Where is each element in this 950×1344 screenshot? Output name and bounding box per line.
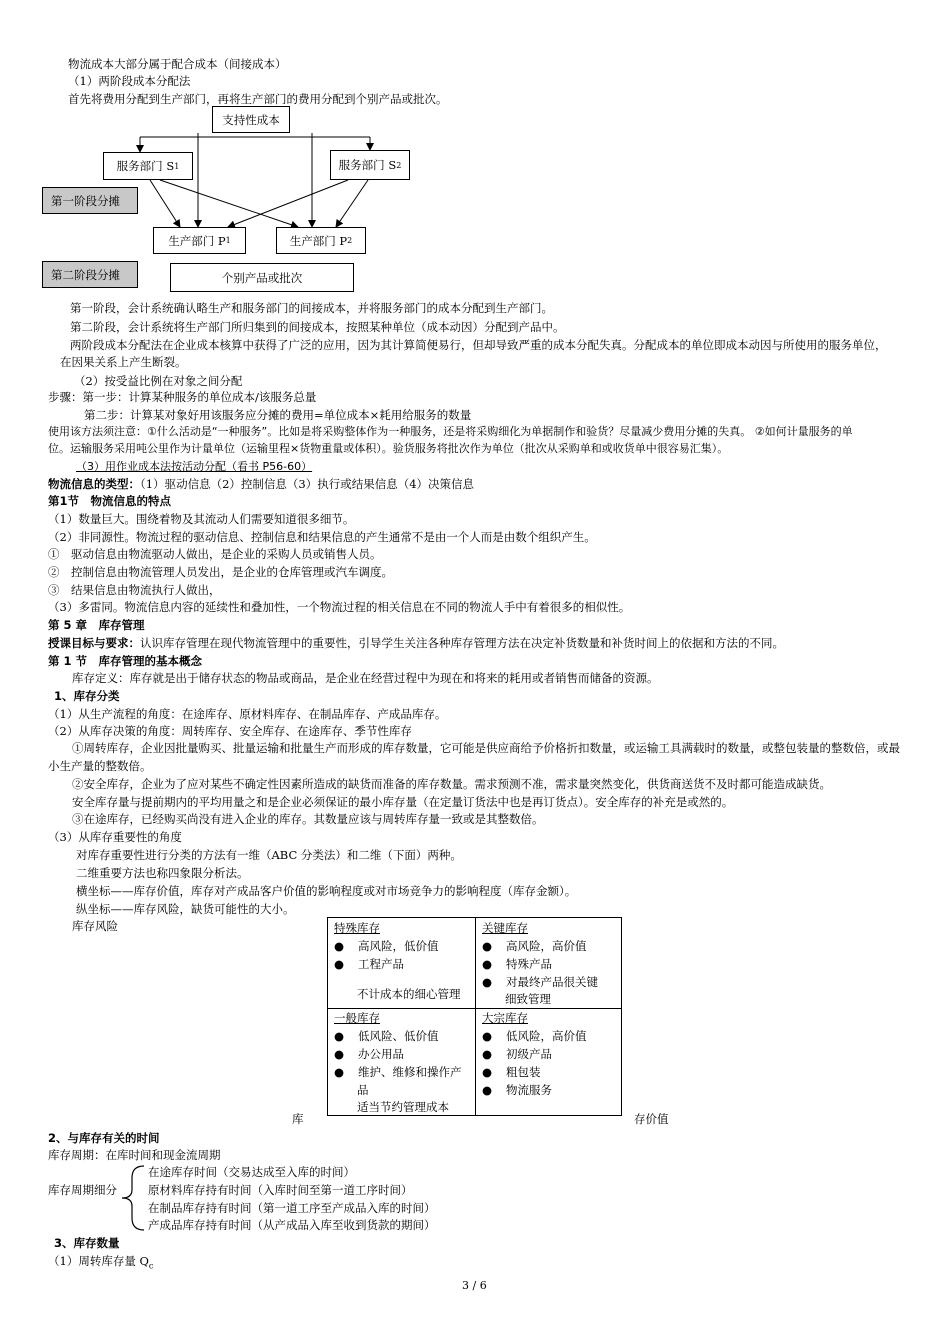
service-dept-s1-box: 服务部门 S 1 [103, 152, 193, 180]
section-basic-concepts: 第 1 节 库存管理的基本概念 [48, 654, 203, 668]
feature-2-item-2: ② 控制信息由物流管理人员发出，是企业的仓库管理或汽车调度。 [48, 565, 393, 579]
quadrant-key-item: ● 对最终产品很关键 [482, 975, 599, 989]
step-1: 步骤：第一步：计算某种服务的单位成本/该服务总量 [48, 390, 317, 404]
quadrant-general-item: ● 办公用品 [334, 1047, 405, 1061]
classification-3: （3）从库存重要性的角度 [48, 830, 182, 844]
in-transit-inventory: ③在途库存，已经购买尚没有进入企业的库存。其数量应该与周转库存量一致或是其整数倍。 [72, 812, 544, 826]
cycle-item-finished: 产成品库存持有时间（从产成品入库至收到货款的期间） [148, 1218, 436, 1232]
step-2: 第二步：计算某对象好用该服务应分摊的费用=单位成本×耗用给服务的数量 [84, 408, 472, 422]
cost-allocation-diagram [0, 0, 950, 300]
cycle-item-raw-material: 原材料库存持有时间（入库时间至第一道工序时间） [148, 1183, 413, 1197]
quadrant-bulk-item: ● 初级产品 [482, 1047, 553, 1061]
matrix-y-label: 库存风险 [72, 919, 118, 933]
safety-inventory-note: 安全库存量与提前期内的平均用量之和是企业必须保证的最小库存量（在定量订货法中也是再订货点）。安全库存的补充是或然的。 [72, 795, 734, 809]
quadrant-special-title: 特殊库存 [334, 921, 380, 935]
quadrant-key-item: ● 特殊产品 [482, 957, 553, 971]
arrow-s1-p1 [150, 180, 180, 227]
production-dept-p2-box: 生产部门 P 2 [276, 227, 366, 254]
heading-inventory-classification: 1、库存分类 [54, 689, 120, 703]
quadrant-key-note: 细致管理 [505, 992, 551, 1006]
left-brace-icon [120, 1164, 148, 1232]
quadrant-bulk-item: ● 物流服务 [482, 1083, 553, 1097]
intro-line-3: 首先将费用分配到生产部门，再将生产部门的费用分配到个别产品或批次。 [68, 92, 448, 106]
method-note-2: 位。运输服务采用吨公里作为计量单位（运输里程×货物重量或体积）。验货服务将批次作为单位（批次从采购单和或收货单中很容易汇集）。 [48, 442, 729, 455]
classification-2: （2）从库存决策的角度：周转库存、安全库存、在途库存、季节性库存 [48, 724, 412, 738]
quadrant-general-title: 一般库存 [334, 1011, 380, 1025]
quadrant-bulk-title: 大宗库存 [482, 1011, 528, 1025]
intro-line-1: 物流成本大部分属于配合成本（间接成本） [68, 57, 287, 71]
method-note-1: 使用该方法须注意：①什么活动是“一种服务”。比如是将采购整体作为一种服务，还是将采购细化为单据制作和验货？尽量减少费用分摊的失真。 ②如何计量服务的单 [48, 425, 853, 438]
para-stage-2: 第二阶段，会计系统将生产部门所归集到的间接成本，按照某种单位（成本动因）分配到产品中。 [70, 320, 565, 334]
cycle-item-transit: 在途库存时间（交易达成至入库的时间） [148, 1165, 355, 1179]
cycle-inventory-2: 小生产量的整数倍。 [48, 759, 152, 773]
cycle-inventory-1: ①周转库存，企业因批量购买、批量运输和批量生产而形成的库存数量，它可能是供应商给予价格折扣数量，或运输工具满载时的数量，或整包装量的整数倍，或最 [72, 741, 900, 755]
para-distortion-1: 两阶段成本分配法在企业成本核算中获得了广泛的应用，因为其计算简便易行，但却导致严重的成本分配失真。分配成本的单位即成本动因与所使用的服务单位， [70, 338, 887, 352]
intro-line-2: （1）两阶段成本分配法 [68, 74, 191, 88]
quadrant-special-note: 不计成本的细心管理 [357, 987, 461, 1001]
teaching-goals: 授课目标与要求：认识库存管理在现代物流管理中的重要性，引导学生关注各种库存管理方法在决定补货数量和补货时间上的依据和方法的不同。 [48, 636, 784, 650]
cycle-item-wip: 在制品库存持有时间（第一道工序至产成品入库的时间） [148, 1201, 436, 1215]
section-info-features: 第1节 物流信息的特点 [48, 494, 172, 508]
chapter-5-title: 第 5 章 库存管理 [48, 618, 145, 632]
para-stage-1: 第一阶段，会计系统确认略生产和服务部门的间接成本，并将服务部门的成本分配到生产部门。 [70, 301, 553, 315]
service-dept-s2-box: 服务部门 S 2 [330, 150, 410, 180]
arrow-s2-p1 [228, 180, 348, 227]
matrix-x-label-left: 库 [292, 1112, 304, 1126]
production-dept-p1-box: 生产部门 P 1 [153, 227, 246, 254]
cycle-detail-label: 库存周期细分 [48, 1183, 117, 1197]
info-types: 物流信息的类型：（1）驱动信息（2）控制信息（3）执行或结果信息（4）决策信息 [48, 477, 475, 491]
quadrant-special-item: ● 高风险，低价值 [334, 939, 439, 953]
page-number: 3 / 6 [462, 1279, 487, 1292]
safety-inventory: ②安全库存，企业为了应对某些不确定性因素所造成的缺货而准备的库存数量。需求预测不准，需求量突然变化，供货商送货不及时都可能造成缺货。 [72, 777, 831, 791]
quadrant-key-title: 关键库存 [482, 921, 528, 935]
four-quadrant-name: 二维重要方法也称四象限分析法。 [76, 866, 249, 880]
inventory-definition: 库存定义：库存就是出于储存状态的物品或商品，是企业在经营过程中为现在和将来的耗用或者销售而储备的资源。 [72, 671, 659, 685]
quadrant-general-item: ● 低风险、低价值 [334, 1029, 439, 1043]
feature-1: （1）数量巨大。围绕着物及其流动人们需要知道很多细节。 [48, 512, 355, 526]
importance-methods: 对库存重要性进行分类的方法有一维（ABC 分类法）和二维（下面）两种。 [76, 848, 462, 862]
inventory-cycle: 库存周期：在库时间和现金流周期 [48, 1148, 221, 1162]
support-cost-box: 支持性成本 [212, 106, 290, 133]
products-box: 个别产品或批次 [170, 263, 354, 292]
feature-2: （2）非同源性。物流过程的驱动信息、控制信息和结果信息的产生通常不是由一个人而是由数个组织产生。 [48, 530, 596, 544]
quadrant-special-item: ● 工程产品 [334, 957, 405, 971]
heading-inventory-time: 2、与库存有关的时间 [48, 1131, 160, 1145]
heading-benefit-ratio: （2）按受益比例在对象之间分配 [74, 374, 243, 388]
heading-inventory-quantity: 3、库存数量 [54, 1236, 120, 1250]
classification-1: （1）从生产流程的角度：在途库存、原材料库存、在制品库存、产成品库存。 [48, 707, 447, 721]
stage-1-label: 第一阶段分摊 [42, 187, 138, 214]
quadrant-bulk-item: ● 粗包装 [482, 1065, 541, 1079]
x-axis-description: 横坐标——库存价值，库存对产成品客户价值的影响程度或对市场竞争力的影响程度（库存金额）。 [76, 884, 577, 898]
feature-2-item-1: ① 驱动信息由物流驱动人做出，是企业的采购人员或销售人员。 [48, 547, 382, 561]
para-distortion-2: 在因果关系上产生断裂。 [60, 355, 187, 369]
inventory-matrix [327, 917, 622, 1116]
y-axis-description: 纵坐标——库存风险，缺货可能性的大小。 [76, 902, 295, 916]
quadrant-bulk-item: ● 低风险，高价值 [482, 1029, 587, 1043]
cycle-stock-quantity: （1）周转库存量 $Q_c$ [48, 1254, 154, 1271]
feature-2-item-3: ③ 结果信息由物流执行人做出， [48, 583, 221, 597]
arrow-s1-p2 [160, 180, 298, 227]
matrix-x-label-right: 存价值 [634, 1112, 669, 1126]
feature-3: （3）多雷同。物流信息内容的延续性和叠加性，一个物流过程的相关信息在不同的物流人手中有着很多的相似性。 [48, 600, 631, 614]
quadrant-general-item: ● 维护、维修和操作产 [334, 1065, 462, 1079]
quadrant-key-item: ● 高风险，高价值 [482, 939, 587, 953]
stage-2-label: 第二阶段分摊 [42, 261, 138, 288]
quadrant-general-note: 适当节约管理成本 [357, 1100, 449, 1114]
arrow-s2-p2 [336, 180, 368, 227]
heading-activity-based: （3）用作业成本法按活动分配（看书 P56-60） [76, 460, 313, 473]
quadrant-general-item-cont: 品 [357, 1083, 369, 1097]
